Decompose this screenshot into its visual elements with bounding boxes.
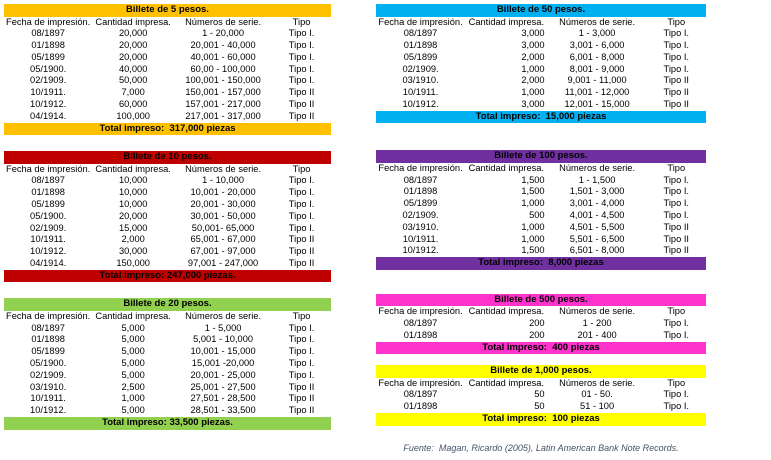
- type-cell: Tipo I.: [663, 210, 690, 221]
- quantity-cell: 1,000: [521, 87, 545, 98]
- type-cell: Tipo II: [288, 393, 315, 404]
- quantity-cell: 2,500: [121, 381, 145, 392]
- date-cell: 02/1909.: [402, 210, 439, 221]
- serial-range-cell: 25,001 - 27,500: [190, 381, 256, 392]
- quantity-cell: 3,000: [521, 28, 545, 39]
- table-row: [4, 99, 331, 111]
- quantity-cell: 1,000: [521, 198, 545, 209]
- table-header-row: [4, 311, 331, 323]
- date-cell: 02/1909.: [30, 75, 67, 86]
- col-header-cantidad: Cantidad impresa.: [95, 163, 171, 174]
- serial-range-cell: 1 - 20,000: [202, 28, 245, 39]
- serial-range-cell: 1 - 5,000: [204, 322, 242, 333]
- type-cell: Tipo I.: [288, 346, 315, 357]
- serial-range-cell: 4,501 - 5,500: [569, 221, 625, 232]
- table-row: [376, 28, 706, 40]
- serial-range-cell: 51 - 100: [580, 401, 615, 412]
- table-total: Total impreso: 247,000 piezas.: [4, 270, 331, 283]
- table-row: [376, 234, 706, 246]
- quantity-cell: 1,500: [521, 245, 545, 256]
- quantity-cell: 2,000: [521, 51, 545, 62]
- table-total: Total impreso: 100 piezas: [376, 413, 706, 426]
- table-row: [376, 389, 706, 401]
- date-cell: 02/1909.: [30, 369, 67, 380]
- quantity-cell: 1,000: [521, 221, 545, 232]
- type-cell: Tipo I.: [663, 389, 690, 400]
- type-cell: Tipo I.: [288, 322, 315, 333]
- col-header-serie: Números de serie.: [185, 310, 262, 321]
- date-cell: 10/1911.: [30, 234, 66, 245]
- quantity-cell: 1,000: [121, 393, 145, 404]
- date-cell: 05/1900.: [30, 358, 67, 369]
- serial-range-cell: 3,001 - 6,000: [569, 40, 625, 51]
- date-cell: 05/1900.: [30, 210, 67, 221]
- type-cell: Tipo II: [663, 99, 690, 110]
- right-column: [376, 4, 706, 454]
- table-title: Billete de 20 pesos.: [4, 298, 331, 311]
- serial-range-cell: 5,001 - 10,000: [193, 334, 254, 345]
- serial-range-cell: 1,501 - 3,000: [569, 186, 625, 197]
- type-cell: Tipo II: [663, 87, 690, 98]
- table-row: [4, 405, 331, 417]
- date-cell: 10/1911.: [402, 87, 439, 98]
- serial-range-cell: 01 - 50.: [581, 389, 613, 400]
- serial-range-cell: 60,00 - 100,000: [190, 63, 256, 74]
- type-cell: Tipo II: [288, 258, 315, 269]
- serial-range-cell: 100,001 - 150,000: [185, 75, 261, 86]
- table-total: Total impreso: 15,000 piezas: [376, 111, 706, 124]
- col-header-cantidad: Cantidad impresa.: [468, 16, 545, 27]
- table-header-row: [4, 164, 331, 176]
- date-cell: 04/1914.: [30, 258, 67, 269]
- serial-range-cell: 150,001 - 157,000: [185, 87, 261, 98]
- type-cell: Tipo I.: [288, 358, 315, 369]
- serial-range-cell: 20,001 - 40,000: [190, 40, 256, 51]
- type-cell: Tipo I.: [288, 28, 315, 39]
- serial-range-cell: 1 - 1,500: [578, 174, 616, 185]
- serial-range-cell: 97,001 - 247,000: [187, 258, 259, 269]
- col-header-cantidad: Cantidad impresa.: [95, 16, 171, 27]
- type-cell: Tipo II: [288, 405, 315, 416]
- date-cell: 04/1914.: [30, 110, 67, 121]
- quantity-cell: 10,000: [118, 187, 148, 198]
- source-note: Fuente: Magan, Ricardo (2005), Latin American Bank Note Records.: [403, 442, 679, 453]
- col-header-serie: Números de serie.: [185, 16, 262, 27]
- table-header-row: [376, 17, 706, 29]
- table-row: [4, 175, 331, 187]
- table-row: [376, 330, 706, 342]
- quantity-cell: 150,000: [116, 258, 150, 269]
- col-header-tipo: Tipo: [292, 310, 311, 321]
- table-row: [376, 99, 706, 111]
- table-row: [4, 64, 331, 76]
- quantity-cell: 10,000: [118, 175, 148, 186]
- table-row: [4, 211, 331, 223]
- date-cell: 01/1898: [403, 40, 438, 51]
- serial-range-cell: 1 - 200: [582, 318, 612, 329]
- serial-range-cell: 27,501 - 28,500: [190, 393, 256, 404]
- type-cell: Tipo I.: [663, 174, 690, 185]
- type-cell: Tipo I.: [663, 28, 690, 39]
- table-row: [4, 223, 331, 235]
- col-header-fecha: Fecha de impresión.: [378, 162, 463, 173]
- table-billete-1000-pesos: [376, 365, 706, 425]
- date-cell: 05/1899: [31, 51, 65, 62]
- type-cell: Tipo I.: [288, 75, 315, 86]
- quantity-cell: 20,000: [118, 210, 148, 221]
- table-row: [4, 246, 331, 258]
- serial-range-cell: 30,001 - 50,000: [190, 210, 256, 221]
- serial-range-cell: 65,001 - 67,000: [190, 234, 256, 245]
- table-title: Billete de 10 pesos.: [4, 151, 331, 164]
- table-row: [4, 393, 331, 405]
- serial-range-cell: 67,001 - 97,000: [190, 246, 256, 257]
- right-tables-group: [376, 4, 706, 426]
- quantity-cell: 500: [529, 210, 545, 221]
- date-cell: 08/1897: [403, 318, 438, 329]
- date-cell: 05/1899: [403, 198, 438, 209]
- table-row: [4, 346, 331, 358]
- serial-range-cell: 8,001 - 9,000: [569, 63, 625, 74]
- serial-range-cell: 1 - 3,000: [578, 28, 616, 39]
- date-cell: 10/1911.: [30, 393, 66, 404]
- serial-range-cell: 217,001 - 317,000: [185, 110, 261, 121]
- col-header-fecha: Fecha de impresión.: [378, 306, 463, 317]
- table-title: Billete de 1,000 pesos.: [376, 365, 706, 378]
- col-header-fecha: Fecha de impresión.: [6, 163, 91, 174]
- table-row: [376, 198, 706, 210]
- quantity-cell: 40,000: [118, 63, 148, 74]
- col-header-serie: Números de serie.: [559, 306, 636, 317]
- col-header-fecha: Fecha de impresión.: [378, 377, 463, 388]
- table-row: [376, 186, 706, 198]
- type-cell: Tipo II: [288, 99, 315, 110]
- type-cell: Tipo II: [288, 110, 315, 121]
- type-cell: Tipo I.: [663, 401, 690, 412]
- type-cell: Tipo II: [663, 233, 690, 244]
- col-header-cantidad: Cantidad impresa.: [468, 377, 545, 388]
- date-cell: 10/1912.: [30, 405, 67, 416]
- type-cell: Tipo I.: [288, 187, 315, 198]
- type-cell: Tipo I.: [663, 40, 690, 51]
- table-row: [4, 28, 331, 40]
- serial-range-cell: 9,001 - 11,000: [567, 75, 627, 86]
- date-cell: 03/1910.: [402, 75, 439, 86]
- date-cell: 08/1897: [403, 174, 438, 185]
- type-cell: Tipo II: [663, 221, 690, 232]
- left-column: [4, 4, 331, 446]
- date-cell: 01/1898: [31, 40, 65, 51]
- type-cell: Tipo II: [288, 246, 315, 257]
- quantity-cell: 2,000: [121, 234, 145, 245]
- table-title: Billete de 5 pesos.: [4, 4, 331, 17]
- date-cell: 05/1900.: [30, 63, 67, 74]
- serial-range-cell: 40,001 - 60,000: [190, 51, 256, 62]
- date-cell: 08/1897: [403, 389, 438, 400]
- col-header-fecha: Fecha de impresión.: [6, 16, 91, 27]
- date-cell: 01/1898: [403, 186, 438, 197]
- serial-range-cell: 28,501 - 33,500: [190, 405, 256, 416]
- table-row: [376, 318, 706, 330]
- type-cell: Tipo I.: [288, 51, 315, 62]
- col-header-cantidad: Cantidad impresa.: [95, 310, 171, 321]
- table-row: [4, 382, 331, 394]
- col-header-serie: Números de serie.: [185, 163, 262, 174]
- table-row: [4, 187, 331, 199]
- type-cell: Tipo I.: [663, 51, 690, 62]
- col-header-fecha: Fecha de impresión.: [378, 16, 463, 27]
- serial-range-cell: 10,001 - 20,000: [190, 187, 256, 198]
- col-header-tipo: Tipo: [292, 16, 311, 27]
- table-billete-20-pesos: [4, 298, 331, 429]
- date-cell: 01/1898: [31, 334, 65, 345]
- table-row: [4, 370, 331, 382]
- table-header-row: [376, 306, 706, 318]
- table-row: [376, 210, 706, 222]
- type-cell: Tipo I.: [288, 222, 315, 233]
- quantity-cell: 200: [529, 329, 545, 340]
- table-row: [4, 40, 331, 52]
- serial-range-cell: 6,001 - 8,000: [569, 51, 625, 62]
- table-total: Total impreso: 33,500 piezas.: [4, 417, 331, 430]
- date-cell: 01/1898: [403, 401, 438, 412]
- table-row: [4, 87, 331, 99]
- col-header-serie: Números de serie.: [559, 162, 636, 173]
- serial-range-cell: 201 - 400: [577, 329, 617, 340]
- quantity-cell: 2,000: [521, 75, 545, 86]
- type-cell: Tipo I.: [288, 210, 315, 221]
- table-row: [376, 245, 706, 257]
- quantity-cell: 5,000: [121, 346, 145, 357]
- table-title: Billete de 100 pesos.: [376, 150, 706, 163]
- table-header-row: [4, 17, 331, 29]
- table-title: Billete de 500 pesos.: [376, 294, 706, 307]
- quantity-cell: 1,500: [521, 186, 545, 197]
- table-billete-100-pesos: [376, 150, 706, 269]
- quantity-cell: 200: [529, 318, 545, 329]
- quantity-cell: 20,000: [118, 40, 148, 51]
- table-row: [4, 358, 331, 370]
- serial-range-cell: 157,001 - 217,000: [185, 99, 261, 110]
- quantity-cell: 100,000: [116, 110, 150, 121]
- col-header-tipo: Tipo: [667, 306, 686, 317]
- quantity-cell: 50: [534, 389, 545, 400]
- quantity-cell: 50: [534, 401, 545, 412]
- col-header-tipo: Tipo: [292, 163, 311, 174]
- table-row: [376, 401, 706, 413]
- table-row: [4, 75, 331, 87]
- table-total: Total impreso: 8,000 piezas: [376, 257, 706, 270]
- table-row: [376, 175, 706, 187]
- quantity-cell: 3,000: [521, 40, 545, 51]
- date-cell: 05/1899: [31, 199, 65, 210]
- date-cell: 10/1912.: [30, 99, 67, 110]
- type-cell: Tipo I.: [663, 318, 690, 329]
- quantity-cell: 50,000: [118, 75, 148, 86]
- table-row: [376, 64, 706, 76]
- type-cell: Tipo I.: [288, 63, 315, 74]
- table-row: [376, 75, 706, 87]
- quantity-cell: 5,000: [121, 358, 145, 369]
- table-header-row: [376, 378, 706, 390]
- table-row: [4, 334, 331, 346]
- col-header-tipo: Tipo: [667, 16, 686, 27]
- type-cell: Tipo II: [288, 381, 315, 392]
- serial-range-cell: 10,001 - 15,000: [190, 346, 256, 357]
- quantity-cell: 1,000: [521, 63, 545, 74]
- type-cell: Tipo I.: [663, 63, 690, 74]
- serial-range-cell: 4,001 - 4,500: [569, 210, 625, 221]
- date-cell: 10/1911.: [30, 87, 66, 98]
- date-cell: 08/1897: [31, 322, 65, 333]
- quantity-cell: 10,000: [118, 199, 148, 210]
- date-cell: 01/1898: [31, 187, 65, 198]
- col-header-serie: Números de serie.: [559, 16, 636, 27]
- table-row: [4, 234, 331, 246]
- quantity-cell: 15,000: [118, 222, 148, 233]
- table-billete-50-pesos: [376, 4, 706, 123]
- date-cell: 10/1912.: [30, 246, 67, 257]
- date-cell: 08/1897: [31, 175, 65, 186]
- date-cell: 05/1899: [31, 346, 65, 357]
- table-title: Billete de 50 pesos.: [376, 4, 706, 17]
- table-row: [376, 87, 706, 99]
- quantity-cell: 1,000: [521, 233, 545, 244]
- type-cell: Tipo I.: [288, 199, 315, 210]
- quantity-cell: 1,500: [521, 174, 545, 185]
- type-cell: Tipo I.: [288, 334, 315, 345]
- serial-range-cell: 15,001 -20,000: [191, 358, 255, 369]
- quantity-cell: 5,000: [121, 369, 145, 380]
- table-total: Total impreso: 317,000 piezas: [4, 123, 331, 136]
- col-header-cantidad: Cantidad impresa.: [468, 162, 545, 173]
- quantity-cell: 7,000: [121, 87, 145, 98]
- date-cell: 10/1912.: [402, 245, 439, 256]
- table-billete-10-pesos: [4, 151, 331, 282]
- serial-range-cell: 6,501 - 8,000: [569, 245, 625, 256]
- type-cell: Tipo II: [288, 87, 315, 98]
- serial-range-cell: 20,001 - 30,000: [190, 199, 256, 210]
- quantity-cell: 5,000: [121, 334, 145, 345]
- date-cell: 10/1911.: [402, 233, 439, 244]
- table-billete-5-pesos: [4, 4, 331, 135]
- serial-range-cell: 11,001 - 12,000: [564, 87, 630, 98]
- quantity-cell: 20,000: [118, 51, 148, 62]
- quantity-cell: 20,000: [118, 28, 148, 39]
- serial-range-cell: 12,001 - 15,000: [564, 99, 630, 110]
- type-cell: Tipo I.: [288, 40, 315, 51]
- table-row: [376, 222, 706, 234]
- table-row: [4, 111, 331, 123]
- quantity-cell: 3,000: [521, 99, 545, 110]
- table-row: [4, 199, 331, 211]
- date-cell: 08/1897: [403, 28, 438, 39]
- col-header-serie: Números de serie.: [559, 377, 636, 388]
- serial-range-cell: 50,001- 65,000: [191, 222, 255, 233]
- type-cell: Tipo I.: [663, 329, 690, 340]
- quantity-cell: 30,000: [118, 246, 148, 257]
- type-cell: Tipo II: [663, 75, 690, 86]
- col-header-tipo: Tipo: [667, 377, 686, 388]
- date-cell: 02/1909.: [402, 63, 439, 74]
- serial-range-cell: 5,501 - 6,500: [569, 233, 625, 244]
- type-cell: Tipo I.: [663, 186, 690, 197]
- type-cell: Tipo I.: [663, 198, 690, 209]
- type-cell: Tipo I.: [288, 369, 315, 380]
- table-header-row: [376, 163, 706, 175]
- col-header-tipo: Tipo: [667, 162, 686, 173]
- col-header-cantidad: Cantidad impresa.: [468, 306, 545, 317]
- table-row: [376, 40, 706, 52]
- type-cell: Tipo II: [288, 234, 315, 245]
- serial-range-cell: 1 - 10,000: [202, 175, 245, 186]
- date-cell: 01/1898: [403, 329, 438, 340]
- date-cell: 05/1899: [403, 51, 438, 62]
- type-cell: Tipo II: [663, 245, 690, 256]
- date-cell: 02/1909.: [30, 222, 67, 233]
- date-cell: 10/1912.: [402, 99, 439, 110]
- quantity-cell: 60,000: [118, 99, 148, 110]
- table-total: Total impreso: 400 piezas: [376, 342, 706, 355]
- table-row: [4, 323, 331, 335]
- quantity-cell: 5,000: [121, 405, 145, 416]
- serial-range-cell: 3,001 - 4,000: [569, 198, 625, 209]
- type-cell: Tipo I.: [288, 175, 315, 186]
- date-cell: 03/1910.: [402, 221, 439, 232]
- table-row: [4, 52, 331, 64]
- table-row: [376, 52, 706, 64]
- table-row: [4, 258, 331, 270]
- quantity-cell: 5,000: [121, 322, 145, 333]
- date-cell: 08/1897: [31, 28, 65, 39]
- date-cell: 03/1910.: [30, 381, 67, 392]
- table-billete-500-pesos: [376, 294, 706, 354]
- serial-range-cell: 20,001 - 25,000: [190, 369, 256, 380]
- col-header-fecha: Fecha de impresión.: [6, 310, 91, 321]
